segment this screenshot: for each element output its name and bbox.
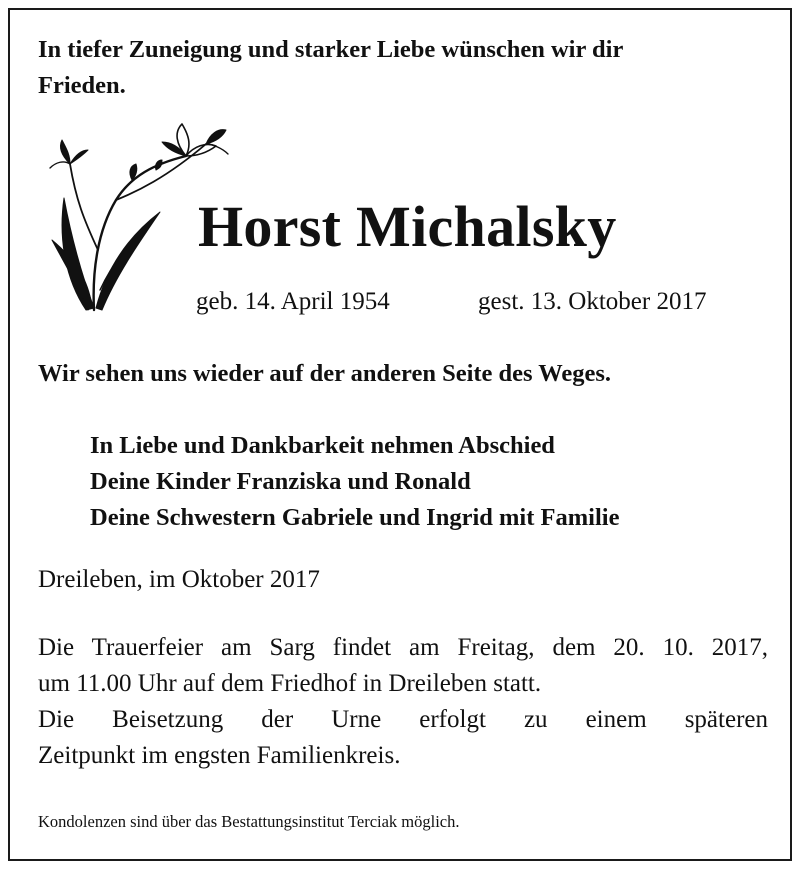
mourners-line: In Liebe und Dankbarkeit nehmen Abschied <box>90 432 555 459</box>
obituary-notice <box>8 8 792 861</box>
death-date: gest. 13. Oktober 2017 <box>478 288 707 315</box>
mourners-line: Deine Kinder Franziska und Ronald <box>90 468 471 495</box>
motto-line-2: Frieden. <box>38 72 126 99</box>
funeral-info-line: Zeitpunkt im engsten Familienkreis. <box>38 742 401 769</box>
place-date: Dreileben, im Oktober 2017 <box>38 566 320 593</box>
motto-line-1: In tiefer Zuneigung und starker Liebe wünschen wir dir <box>38 36 624 63</box>
funeral-info-line: Die Beisetzung der Urne erfolgt zu einem späteren <box>38 706 768 733</box>
verse: Wir sehen uns wieder auf der anderen Seite des Weges. <box>38 360 612 387</box>
deceased-name: Horst Michalsky <box>198 194 617 259</box>
funeral-info-line: Die Trauerfeier am Sarg findet am Freitag, dem 20. 10. 2017, <box>38 634 768 661</box>
funeral-info-line: um 11.00 Uhr auf dem Friedhof in Dreileben statt. <box>38 670 542 697</box>
mourners-list <box>90 428 619 536</box>
motto <box>38 32 623 104</box>
birth-date: geb. 14. April 1954 <box>196 288 390 315</box>
mourners-line: Deine Schwestern Gabriele und Ingrid mit Familie <box>90 504 620 531</box>
condolence-note: Kondolenzen sind über das Bestattungsinstitut Terciak möglich. <box>38 812 460 831</box>
funeral-info <box>38 630 768 774</box>
